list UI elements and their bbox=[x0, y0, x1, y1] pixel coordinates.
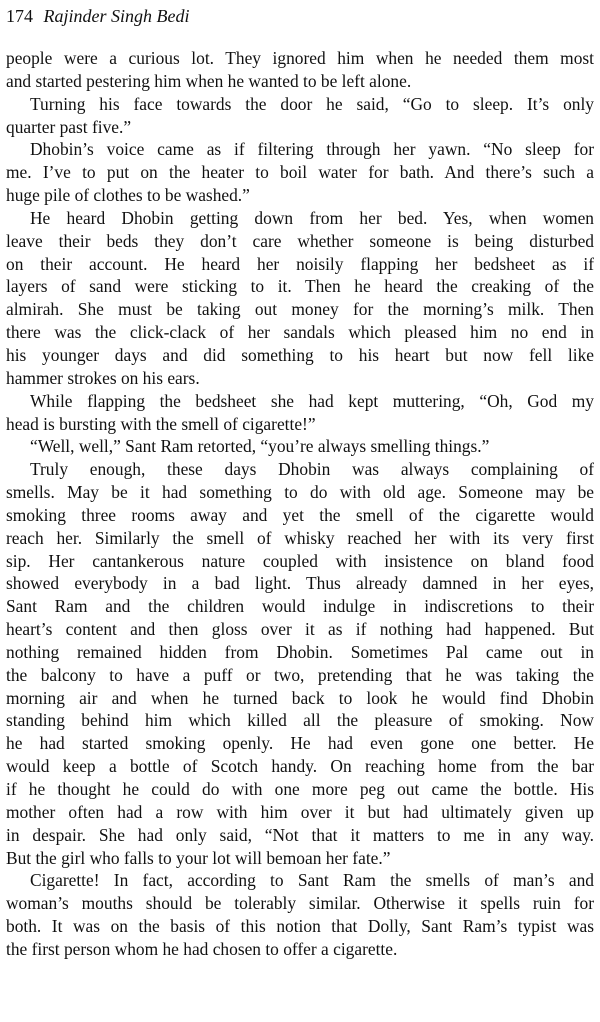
page-number: 174 bbox=[6, 6, 33, 26]
text-line: the balcony to have a puff or two, pretending that he was taking the bbox=[6, 664, 594, 685]
text-line: heart’s content and then gloss over it as if nothing had happened. But bbox=[6, 619, 594, 640]
text-line: head is bursting with the smell of cigarette!” bbox=[6, 413, 316, 434]
text-line: people were a curious lot. They ignored him when he needed them most bbox=[6, 48, 594, 68]
text-line: Sant Ram and the children would indulge in indiscretions to their bbox=[6, 596, 594, 617]
text-line: leave their beds they don’t care whether someone is being disturbed bbox=[6, 230, 594, 251]
text-line: Turning his face towards the door he said, “Go to sleep. It’s only bbox=[30, 93, 594, 114]
text-line: smoking three rooms away and yet the smell of the cigarette would bbox=[6, 504, 594, 525]
text-line: mother often had a row with him over it but had ultimately given up bbox=[6, 801, 594, 822]
text-line: showed everybody in a bad light. Thus already damned in her eyes, bbox=[6, 573, 594, 594]
text-line: smells. May be it had something to do with old age. Someone may be bbox=[6, 482, 594, 503]
text-line: standing behind him which killed all the pleasure of smoking. Now bbox=[6, 710, 594, 731]
running-title: Rajinder Singh Bedi bbox=[43, 6, 190, 26]
text-line: While flapping the bedsheet she had kept muttering, “Oh, God my bbox=[30, 390, 594, 411]
text-line: his younger days and did something to his heart but now fell like bbox=[6, 344, 594, 365]
text-line: would keep a bottle of Scotch handy. On reaching home from the bar bbox=[6, 756, 594, 777]
text-line: there was the click-clack of her sandals which pleased him no end in bbox=[6, 322, 594, 343]
text-line: Truly enough, these days Dhobin was always complaining of bbox=[30, 459, 594, 480]
text-line: He heard Dhobin getting down from her bed. Yes, when women bbox=[30, 207, 594, 228]
text-line: Dhobin’s voice came as if filtering through her yawn. “No sleep for bbox=[30, 139, 594, 160]
text-line: Cigarette! In fact, according to Sant Ram the smells of man’s and bbox=[30, 870, 594, 891]
text-line: sip. Her cantankerous nature coupled with insistence on bland food bbox=[6, 550, 594, 571]
text-line: hammer strokes on his ears. bbox=[6, 367, 200, 388]
body-text bbox=[6, 47, 594, 961]
text-line: on their account. He heard her noisily flapping her bedsheet as if bbox=[6, 253, 594, 274]
text-line: nothing remained hidden from Dhobin. Sometimes Pal came out in bbox=[6, 641, 594, 662]
text-line: in despair. She had only said, “Not that it matters to me in any way. bbox=[6, 824, 594, 845]
text-line: almirah. She must be taking out money for the morning’s milk. Then bbox=[6, 299, 594, 320]
text-line: both. It was on the basis of this notion that Dolly, Sant Ram’s typist was bbox=[6, 916, 594, 937]
text-line: reach her. Similarly the smell of whisky reached her with its very first bbox=[6, 527, 594, 548]
text-line: huge pile of clothes to be washed.” bbox=[6, 185, 250, 206]
text-line: “Well, well,” Sant Ram retorted, “you’re always smelling things.” bbox=[30, 436, 490, 457]
text-line: and started pestering him when he wanted to be left alone. bbox=[6, 70, 412, 91]
text-line: woman’s mouths should be tolerably similar. Otherwise it spells ruin for bbox=[6, 893, 594, 914]
text-line: me. I’ve to put on the heater to boil water for bath. And there’s such a bbox=[6, 162, 594, 183]
text-line: if he thought he could do with one more peg out came the bottle. His bbox=[6, 779, 594, 799]
text-line: the first person whom he had chosen to offer a cigarette. bbox=[6, 938, 398, 959]
text-line: morning air and when he turned back to look he would find Dhobin bbox=[6, 687, 594, 708]
running-header bbox=[6, 4, 189, 28]
text-line: he had started smoking openly. He had even gone one better. He bbox=[6, 733, 594, 754]
text-line: quarter past five.” bbox=[6, 116, 132, 137]
text-line: But the girl who falls to your lot will bemoan her fate.” bbox=[6, 847, 391, 868]
text-line: layers of sand were sticking to it. Then he heard the creaking of the bbox=[6, 276, 594, 297]
